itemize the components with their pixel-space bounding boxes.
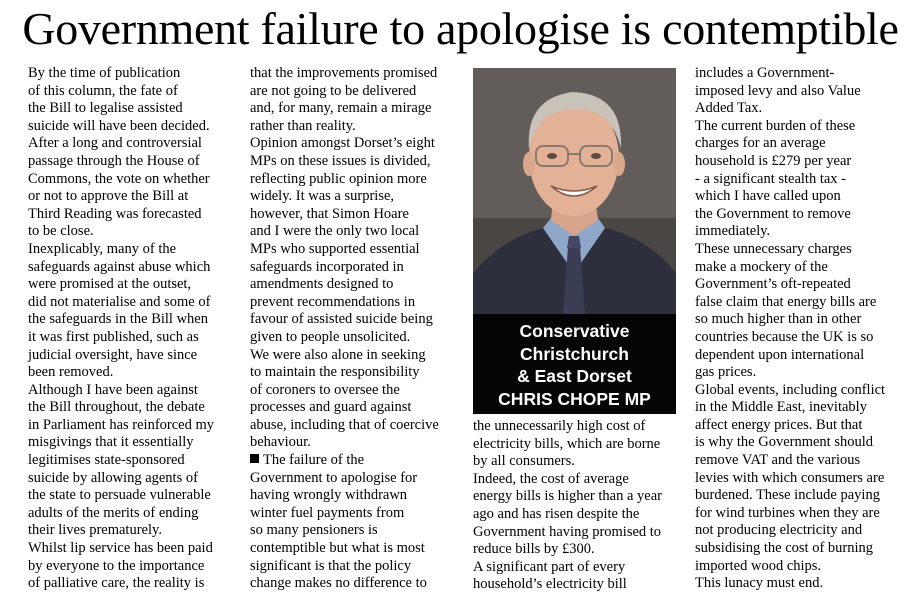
article-line: Inexplicably, many of the <box>28 240 177 257</box>
article-line: in Parliament has reinforced my <box>28 416 215 433</box>
article-line: however, that Simon Hoare <box>250 205 409 222</box>
article-line: widely. It was a surprise, <box>250 188 395 205</box>
headline: Government failure to apologise is contemptible <box>22 3 899 54</box>
article-line: for wind turbines when they are <box>695 504 880 521</box>
article-line: household is £279 per year <box>695 152 852 169</box>
article-line: behaviour. <box>250 434 311 451</box>
article-line: MPs on these issues is divided, <box>250 152 431 169</box>
article-line: abuse, including that of coercive <box>250 416 439 433</box>
article-line-text: The failure of the <box>263 452 365 469</box>
article-line: to maintain the responsibility <box>250 364 420 381</box>
article-line: or not to approve the Bill at <box>28 188 189 205</box>
article-line: of this column, the fate of <box>28 82 178 99</box>
article-line: The current burden of these <box>695 117 856 134</box>
article-line: After a long and controversial <box>28 135 202 152</box>
article-line: imported wood chips. <box>695 557 822 574</box>
article-line: significant is that the policy <box>250 557 412 574</box>
article-line: the safeguards in the Bill when <box>28 311 208 328</box>
article-line: the Bill throughout, the debate <box>28 399 205 416</box>
article-line: affect energy prices. But that <box>695 416 863 433</box>
article-line: Third Reading was forecasted <box>28 205 202 222</box>
article-line: electricity bills, which are borne <box>473 435 661 452</box>
article-line: so much higher than in other <box>695 311 862 328</box>
article-line: been removed. <box>28 364 114 381</box>
article-line: Whilst lip service has been paid <box>28 540 213 557</box>
article-line: A significant part of every <box>473 558 626 575</box>
caption-author-name: CHRIS CHOPE MP <box>498 388 651 409</box>
caption-line: Christchurch <box>520 343 629 364</box>
article-line: in the Middle East, inevitably <box>695 399 867 416</box>
article-line: it was first published, such as <box>28 328 199 345</box>
article-line: Opinion amongst Dorset’s eight <box>250 135 435 152</box>
article-line: ago and has risen despite the <box>473 505 640 522</box>
article-line: subsidising the cost of burning <box>695 540 874 557</box>
article-line: rather than reality. <box>250 117 356 134</box>
article-line: favour of assisted suicide being <box>250 311 433 328</box>
article-line: the state to persuade vulnerable <box>28 487 211 504</box>
article-line: the unnecessarily high cost of <box>473 418 646 434</box>
article-line: so many pensioners is <box>250 522 378 539</box>
article-line: suicide will have been decided. <box>28 117 210 134</box>
square-bullet-icon <box>250 454 259 463</box>
article-line: contemptible but what is most <box>250 540 425 557</box>
article-line: immediately. <box>695 223 771 240</box>
article-line: that the improvements promised <box>250 65 438 81</box>
article-line: of palliative care, the reality is <box>28 575 205 592</box>
article-line: their lives prematurely. <box>28 522 162 539</box>
article-line: judicial oversight, have since <box>28 346 198 363</box>
article-line: by all consumers. <box>473 453 575 470</box>
article-line: imposed levy and also Value <box>695 82 861 99</box>
article-line: and, for many, remain a mirage <box>250 100 432 117</box>
article-line: did not materialise and some of <box>28 293 211 310</box>
article-line: suicide by allowing agents of <box>28 469 198 486</box>
article-line: gas prices. <box>695 364 757 381</box>
article-line: safeguards against abuse which <box>28 258 211 275</box>
article-line: countries because the UK is so <box>695 328 874 345</box>
article-line: Government having promised to <box>473 523 662 540</box>
author-photo <box>473 68 676 314</box>
article-line: - a significant stealth tax - <box>695 170 846 187</box>
article-line: remove VAT and the various <box>695 452 861 469</box>
article-line: make a mockery of the <box>695 258 828 275</box>
article-line: Commons, the vote on whether <box>28 170 210 187</box>
article-line: reduce bills by £300. <box>473 541 595 558</box>
article-line: reflecting public opinion more <box>250 170 427 187</box>
portrait-illustration <box>473 68 676 314</box>
article-line: dependent upon international <box>695 346 865 363</box>
article-line: were promised at the outset, <box>28 276 192 293</box>
article-line <box>250 452 460 470</box>
article-line: Although I have been against <box>28 381 198 398</box>
article-line: the Government to remove <box>695 205 851 222</box>
article-line: prevent recommendations in <box>250 293 416 310</box>
article-line: MPs who supported essential <box>250 240 420 257</box>
article-line: burdened. These include paying <box>695 487 880 504</box>
article-line: of coroners to oversee the <box>250 381 400 398</box>
article-line: levies with which consumers are <box>695 469 885 486</box>
article-line: which I have called upon <box>695 188 841 205</box>
article-line: This lunacy must end. <box>695 575 824 592</box>
article-line: household’s electricity bill <box>473 576 627 593</box>
article-line: legitimises state-sponsored <box>28 452 185 469</box>
article-line: having wrongly withdrawn <box>250 487 408 504</box>
article-line: processes and guard against <box>250 399 412 416</box>
caption-line: & East Dorset <box>517 366 632 386</box>
article-line: not producing electricity and <box>695 522 863 539</box>
article-column-2 <box>250 65 460 593</box>
author-caption <box>473 314 676 414</box>
article-line: the Bill to legalise assisted <box>28 100 183 117</box>
article-line: safeguards incorporated in <box>250 258 404 275</box>
article-line: We were also alone in seeking <box>250 346 426 363</box>
article-line: is why the Government should <box>695 434 874 451</box>
article-line: passage through the House of <box>28 152 200 169</box>
article-line: are not going to be delivered <box>250 82 417 99</box>
article-line: to be close. <box>28 223 94 240</box>
article-line: charges for an average <box>695 135 826 152</box>
article-line: Global events, including conflict <box>695 381 886 398</box>
article-line: amendments designed to <box>250 276 394 293</box>
article-line: includes a Government- <box>695 65 835 81</box>
article-line: Government’s oft-repeated <box>695 276 851 293</box>
caption-line: Conservative <box>519 321 630 341</box>
article-line: and I were the only two local <box>250 223 420 240</box>
article-line: misgivings that it essentially <box>28 434 194 451</box>
article-line: energy bills is higher than a year <box>473 488 662 505</box>
article-line: by everyone to the importance <box>28 557 205 574</box>
article-line: Indeed, the cost of average <box>473 470 629 487</box>
article-column-3 <box>473 418 685 594</box>
article-column-4 <box>695 65 905 593</box>
article-column-1 <box>28 65 238 593</box>
article-line: By the time of publication <box>28 65 181 81</box>
article-line: change makes no difference to <box>250 575 427 592</box>
article-line: Added Tax. <box>695 100 763 117</box>
article-line: These unnecessary charges <box>695 240 852 257</box>
article-line: adults of the merits of ending <box>28 504 199 521</box>
article-line: winter fuel payments from <box>250 504 405 521</box>
article-line: false claim that energy bills are <box>695 293 877 310</box>
article-line: given to people unsolicited. <box>250 328 411 345</box>
article-line: Government to apologise for <box>250 469 418 486</box>
